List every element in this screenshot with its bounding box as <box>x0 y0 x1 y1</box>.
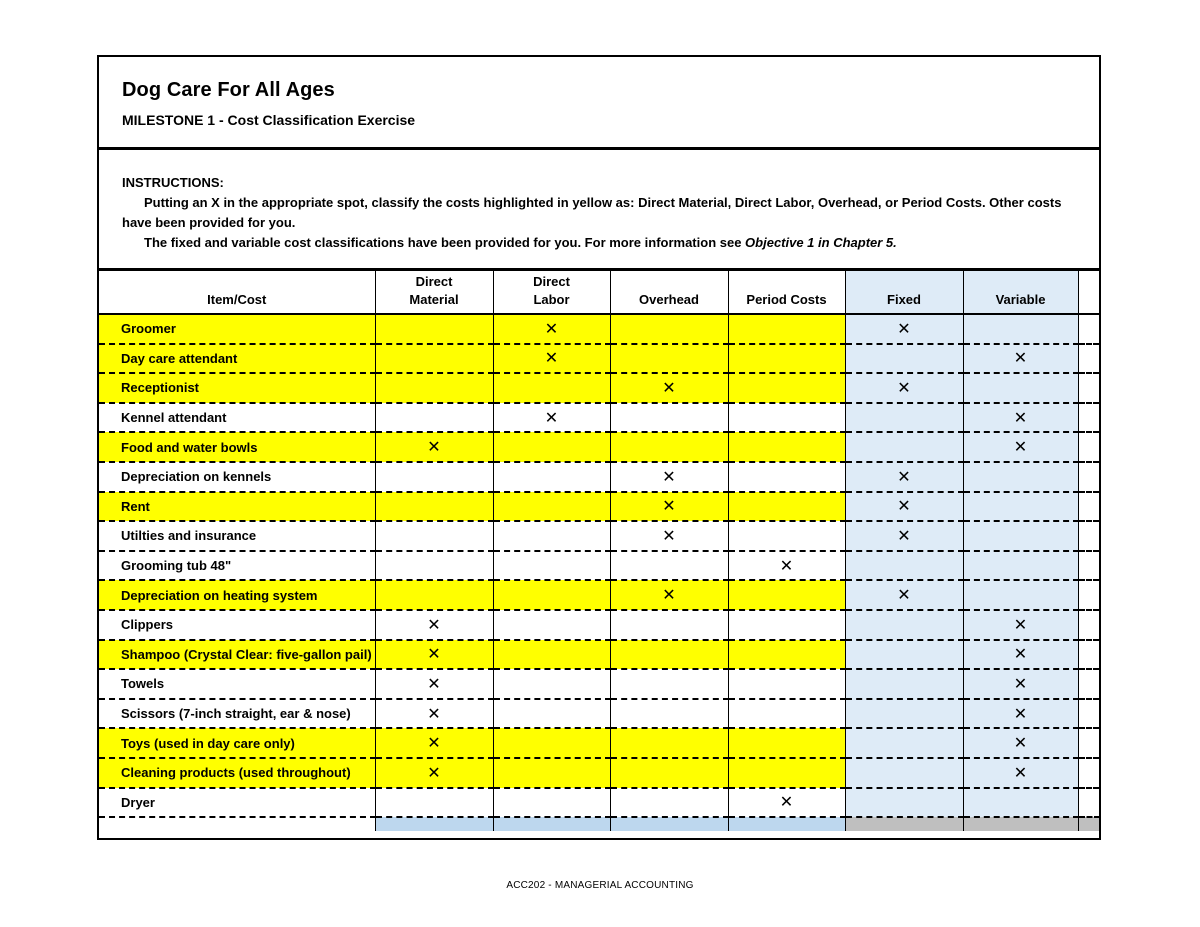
fixed-cell[interactable] <box>845 669 963 699</box>
period-costs-cell[interactable] <box>728 344 845 374</box>
fixed-cell[interactable]: ✕ <box>845 462 963 492</box>
instructions-heading: INSTRUCTIONS: <box>122 175 224 190</box>
overhead-cell[interactable]: ✕ <box>610 492 728 522</box>
period-costs-cell[interactable] <box>728 521 845 551</box>
table-header-row <box>99 271 1099 314</box>
document-title: Dog Care For All Ages <box>122 79 335 101</box>
direct-material-cell[interactable] <box>375 344 493 374</box>
spacer-cell <box>1078 403 1099 433</box>
direct-material-cell[interactable]: ✕ <box>375 610 493 640</box>
document-header <box>99 57 1099 150</box>
spacer-cell <box>1078 344 1099 374</box>
period-costs-cell[interactable] <box>728 610 845 640</box>
fixed-cell[interactable] <box>845 551 963 581</box>
overhead-cell[interactable] <box>610 610 728 640</box>
column-header-period-costs: Period Costs <box>728 271 845 314</box>
overhead-cell[interactable] <box>610 551 728 581</box>
table-footer-band <box>99 817 1099 831</box>
instructions-block <box>99 150 1099 271</box>
table-row <box>99 640 1099 670</box>
fixed-cell[interactable]: ✕ <box>845 492 963 522</box>
table-body <box>99 314 1099 831</box>
fixed-cell[interactable]: ✕ <box>845 521 963 551</box>
direct-material-cell[interactable]: ✕ <box>375 640 493 670</box>
fixed-cell[interactable] <box>845 403 963 433</box>
item-cost-cell: Rent <box>99 492 375 522</box>
period-costs-cell[interactable] <box>728 373 845 403</box>
instructions-paragraph-2 <box>122 233 1082 253</box>
column-header-item: Item/Cost <box>99 271 375 314</box>
overhead-cell[interactable] <box>610 403 728 433</box>
spacer-cell <box>1078 758 1099 788</box>
footer-band-cell <box>728 817 845 831</box>
direct-material-cell[interactable] <box>375 788 493 818</box>
period-costs-cell[interactable] <box>728 492 845 522</box>
instructions-paragraph-2-text: The fixed and variable cost classifications have been provided for you. For more information see <box>144 235 746 250</box>
direct-labor-cell[interactable] <box>493 610 610 640</box>
direct-labor-cell[interactable] <box>493 699 610 729</box>
fixed-cell[interactable]: ✕ <box>845 373 963 403</box>
direct-labor-cell[interactable] <box>493 492 610 522</box>
direct-labor-cell[interactable] <box>493 788 610 818</box>
direct-labor-cell[interactable] <box>493 521 610 551</box>
overhead-cell[interactable]: ✕ <box>610 373 728 403</box>
period-costs-cell[interactable]: ✕ <box>728 788 845 818</box>
table-row <box>99 610 1099 640</box>
spacer-cell <box>1078 788 1099 818</box>
spacer-cell <box>1078 610 1099 640</box>
footer-band-cell <box>963 817 1078 831</box>
period-costs-cell[interactable]: ✕ <box>728 551 845 581</box>
direct-labor-cell[interactable] <box>493 728 610 758</box>
table-row <box>99 728 1099 758</box>
table-row <box>99 314 1099 344</box>
direct-labor-cell[interactable] <box>493 432 610 462</box>
instructions-paragraph-1 <box>122 193 1082 233</box>
variable-cell[interactable] <box>963 551 1078 581</box>
variable-cell[interactable] <box>963 492 1078 522</box>
item-cost-cell: Grooming tub 48" <box>99 551 375 581</box>
item-cost-cell: Towels <box>99 669 375 699</box>
variable-cell[interactable] <box>963 373 1078 403</box>
overhead-cell[interactable] <box>610 758 728 788</box>
overhead-cell[interactable] <box>610 344 728 374</box>
table-row <box>99 344 1099 374</box>
fixed-cell[interactable] <box>845 640 963 670</box>
column-header-overhead: Overhead <box>610 271 728 314</box>
direct-labor-cell[interactable]: ✕ <box>493 344 610 374</box>
fixed-cell[interactable] <box>845 728 963 758</box>
variable-cell[interactable]: ✕ <box>963 669 1078 699</box>
fixed-cell[interactable] <box>845 699 963 729</box>
period-costs-cell[interactable] <box>728 403 845 433</box>
table-row <box>99 580 1099 610</box>
item-cost-cell: Dryer <box>99 788 375 818</box>
item-cost-cell: Food and water bowls <box>99 432 375 462</box>
item-cost-cell: Scissors (7-inch straight, ear & nose) <box>99 699 375 729</box>
direct-material-cell[interactable]: ✕ <box>375 432 493 462</box>
spacer-cell <box>1078 669 1099 699</box>
table-row <box>99 492 1099 522</box>
spacer-cell <box>1078 462 1099 492</box>
column-header-fixed: Fixed <box>845 271 963 314</box>
item-cost-cell: Toys (used in day care only) <box>99 728 375 758</box>
direct-material-cell[interactable]: ✕ <box>375 728 493 758</box>
column-header-variable: Variable <box>963 271 1078 314</box>
direct-labor-cell[interactable] <box>493 669 610 699</box>
item-cost-cell: Day care attendant <box>99 344 375 374</box>
variable-cell[interactable] <box>963 580 1078 610</box>
table-row <box>99 699 1099 729</box>
direct-material-cell[interactable] <box>375 373 493 403</box>
table-row <box>99 669 1099 699</box>
table-row <box>99 432 1099 462</box>
instructions-text <box>122 193 1082 253</box>
variable-cell[interactable] <box>963 314 1078 344</box>
document-subtitle: MILESTONE 1 - Cost Classification Exercise <box>122 112 416 128</box>
period-costs-cell[interactable] <box>728 314 845 344</box>
item-cost-cell: Clippers <box>99 610 375 640</box>
direct-labor-cell[interactable] <box>493 462 610 492</box>
item-cost-cell: Kennel attendant <box>99 403 375 433</box>
table-row <box>99 373 1099 403</box>
variable-cell[interactable] <box>963 788 1078 818</box>
item-cost-cell: Shampoo (Crystal Clear: five-gallon pail) <box>99 640 375 670</box>
column-header-spacer <box>1078 271 1099 314</box>
direct-material-cell[interactable] <box>375 403 493 433</box>
variable-cell[interactable]: ✕ <box>963 728 1078 758</box>
period-costs-cell[interactable] <box>728 699 845 729</box>
direct-labor-cell[interactable]: ✕ <box>493 403 610 433</box>
item-cost-cell: Utilties and insurance <box>99 521 375 551</box>
column-header-direct-labor: Direct Labor <box>493 271 610 314</box>
overhead-cell[interactable] <box>610 669 728 699</box>
direct-material-cell[interactable] <box>375 580 493 610</box>
variable-cell[interactable] <box>963 462 1078 492</box>
period-costs-cell[interactable] <box>728 432 845 462</box>
chapter-reference: Objective 1 in Chapter 5. <box>745 235 897 250</box>
spacer-cell <box>1078 314 1099 344</box>
footer-band-cell <box>493 817 610 831</box>
spacer-cell <box>1078 728 1099 758</box>
spacer-cell <box>1078 521 1099 551</box>
cost-classification-table <box>99 271 1100 831</box>
footer-band-cell <box>99 817 375 831</box>
period-costs-cell[interactable] <box>728 462 845 492</box>
direct-material-cell[interactable] <box>375 492 493 522</box>
direct-material-cell[interactable] <box>375 462 493 492</box>
footer-band-cell <box>1078 817 1099 831</box>
overhead-cell[interactable] <box>610 314 728 344</box>
direct-material-cell[interactable]: ✕ <box>375 699 493 729</box>
instructions-paragraph-1-text: Putting an X in the appropriate spot, classify the costs highlighted in yellow as: Direct Material, Direct Labor, Overhead, or Period Costs. Other costs have been provided for you. <box>122 195 1062 230</box>
table-row <box>99 462 1099 492</box>
table-row <box>99 788 1099 818</box>
page-footer: ACC202 - MANAGERIAL ACCOUNTING <box>506 880 694 891</box>
fixed-cell[interactable] <box>845 610 963 640</box>
fixed-cell[interactable] <box>845 344 963 374</box>
direct-labor-cell[interactable] <box>493 551 610 581</box>
footer-band-cell <box>375 817 493 831</box>
item-cost-cell: Groomer <box>99 314 375 344</box>
spacer-cell <box>1078 432 1099 462</box>
overhead-cell[interactable]: ✕ <box>610 462 728 492</box>
direct-labor-cell[interactable] <box>493 640 610 670</box>
spacer-cell <box>1078 580 1099 610</box>
direct-labor-cell[interactable]: ✕ <box>493 314 610 344</box>
item-cost-cell: Receptionist <box>99 373 375 403</box>
direct-labor-cell[interactable] <box>493 373 610 403</box>
variable-cell[interactable]: ✕ <box>963 403 1078 433</box>
footer-band-cell <box>845 817 963 831</box>
variable-cell[interactable]: ✕ <box>963 758 1078 788</box>
fixed-cell[interactable]: ✕ <box>845 580 963 610</box>
fixed-cell[interactable]: ✕ <box>845 314 963 344</box>
direct-material-cell[interactable]: ✕ <box>375 669 493 699</box>
spacer-cell <box>1078 551 1099 581</box>
direct-labor-cell[interactable] <box>493 758 610 788</box>
fixed-cell[interactable] <box>845 758 963 788</box>
spacer-cell <box>1078 492 1099 522</box>
variable-cell[interactable]: ✕ <box>963 640 1078 670</box>
item-cost-cell: Cleaning products (used throughout) <box>99 758 375 788</box>
overhead-cell[interactable] <box>610 432 728 462</box>
period-costs-cell[interactable] <box>728 640 845 670</box>
period-costs-cell[interactable] <box>728 669 845 699</box>
fixed-cell[interactable] <box>845 432 963 462</box>
overhead-cell[interactable] <box>610 640 728 670</box>
item-cost-cell: Depreciation on kennels <box>99 462 375 492</box>
table-row <box>99 403 1099 433</box>
footer-band-cell <box>610 817 728 831</box>
variable-cell[interactable]: ✕ <box>963 610 1078 640</box>
variable-cell[interactable]: ✕ <box>963 432 1078 462</box>
overhead-cell[interactable] <box>610 728 728 758</box>
spacer-cell <box>1078 373 1099 403</box>
item-cost-cell: Depreciation on heating system <box>99 580 375 610</box>
direct-material-cell[interactable]: ✕ <box>375 758 493 788</box>
period-costs-cell[interactable] <box>728 728 845 758</box>
fixed-cell[interactable] <box>845 788 963 818</box>
variable-cell[interactable]: ✕ <box>963 699 1078 729</box>
table-row <box>99 521 1099 551</box>
direct-material-cell[interactable] <box>375 314 493 344</box>
overhead-cell[interactable]: ✕ <box>610 521 728 551</box>
spacer-cell <box>1078 640 1099 670</box>
overhead-cell[interactable]: ✕ <box>610 580 728 610</box>
column-header-direct-material: Direct Material <box>375 271 493 314</box>
period-costs-cell[interactable] <box>728 758 845 788</box>
spacer-cell <box>1078 699 1099 729</box>
direct-material-cell[interactable] <box>375 551 493 581</box>
overhead-cell[interactable] <box>610 788 728 818</box>
direct-material-cell[interactable] <box>375 521 493 551</box>
table-row <box>99 758 1099 788</box>
direct-labor-cell[interactable] <box>493 580 610 610</box>
worksheet <box>97 55 1101 840</box>
table-row <box>99 551 1099 581</box>
period-costs-cell[interactable] <box>728 580 845 610</box>
variable-cell[interactable]: ✕ <box>963 344 1078 374</box>
variable-cell[interactable] <box>963 521 1078 551</box>
overhead-cell[interactable] <box>610 699 728 729</box>
